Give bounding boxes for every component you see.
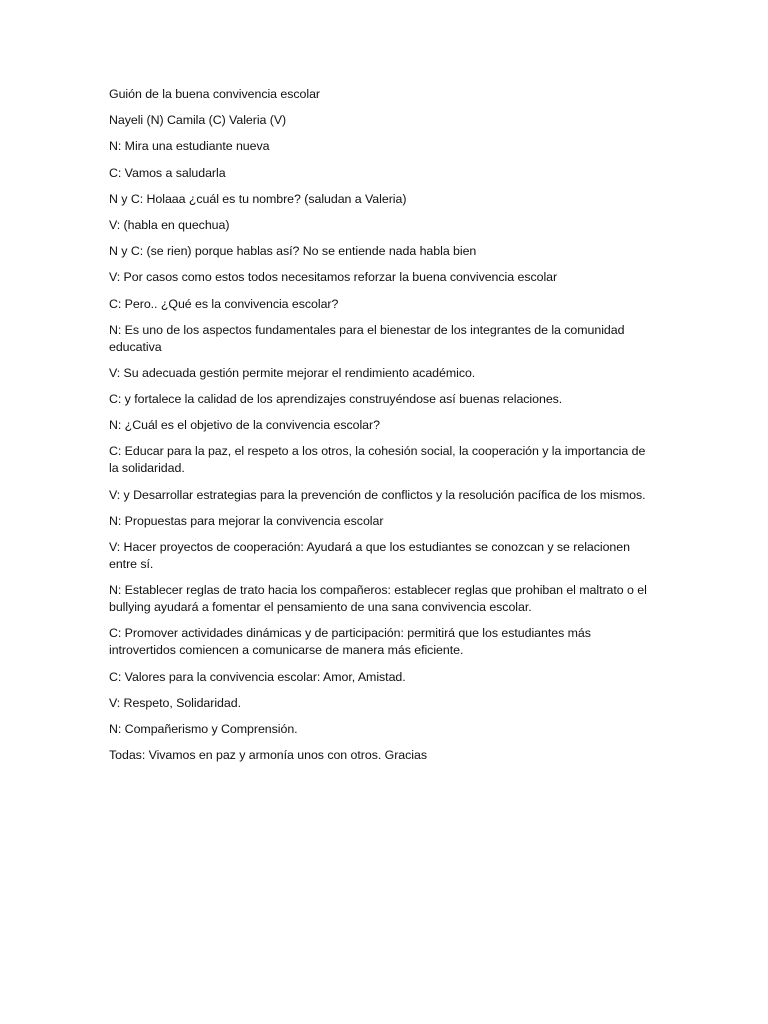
dialogue-line: V: y Desarrollar estrategias para la prevención de conflictos y la resolución pacífica de los mismos. bbox=[109, 487, 646, 502]
dialogue-line: N: Compañerismo y Comprensión. bbox=[109, 721, 298, 736]
dialogue-line: Todas: Vivamos en paz y armonía unos con otros. Gracias bbox=[109, 748, 427, 763]
dialogue-line: N y C: Holaaa ¿cuál es tu nombre? (saludan a Valeria) bbox=[109, 191, 407, 206]
dialogue-line: N: Es uno de los aspectos fundamentales para el bienestar de los integrantes de la comunidad educativa bbox=[109, 322, 625, 354]
dialogue-line: V: Por casos como estos todos necesitamos reforzar la buena convivencia escolar bbox=[109, 270, 558, 285]
dialogue-line: V: Respeto, Solidaridad. bbox=[109, 695, 241, 710]
dialogue-line: C: Promover actividades dinámicas y de participación: permitirá que los estudiantes más introvertidos comiencen a comunicarse de manera más eficiente. bbox=[109, 626, 591, 658]
dialogue-line: N: Propuestas para mejorar la convivencia escolar bbox=[109, 513, 384, 528]
dialogue-line: V: (habla en quechua) bbox=[109, 217, 230, 232]
document-title: Guión de la buena convivencia escolar bbox=[109, 87, 320, 101]
dialogue-line: N y C: (se rien) porque hablas así? No se entiende nada habla bien bbox=[109, 244, 477, 259]
dialogue-line: N: ¿Cuál es el objetivo de la convivencia escolar? bbox=[109, 418, 380, 433]
dialogue-line: N: Establecer reglas de trato hacia los compañeros: establecer reglas que prohiban el maltrato o el bullying ayudará a fomentar el pensamiento de una sana convivencia escolar. bbox=[109, 583, 647, 615]
dialogue-line: C: y fortalece la calidad de los aprendizajes construyéndose así buenas relaciones. bbox=[109, 392, 563, 407]
dialogue-line: C: Vamos a saludarla bbox=[109, 165, 226, 180]
dialogue-line: C: Educar para la paz, el respeto a los otros, la cohesión social, la cooperación y la importancia de la solidaridad. bbox=[109, 444, 646, 476]
dialogue-line: V: Su adecuada gestión permite mejorar el rendimiento académico. bbox=[109, 365, 476, 380]
dialogue-line: C: Pero.. ¿Qué es la convivencia escolar? bbox=[109, 296, 339, 311]
dialogue-line: N: Mira una estudiante nueva bbox=[109, 139, 270, 154]
cast-list: Nayeli (N) Camila (C) Valeria (V) bbox=[109, 113, 287, 128]
script-content bbox=[109, 86, 654, 773]
dialogue-line: V: Hacer proyectos de cooperación: Ayudará a que los estudiantes se conozcan y se relacionen entre sí. bbox=[109, 540, 630, 571]
dialogue-line: C: Valores para la convivencia escolar: Amor, Amistad. bbox=[109, 669, 406, 684]
